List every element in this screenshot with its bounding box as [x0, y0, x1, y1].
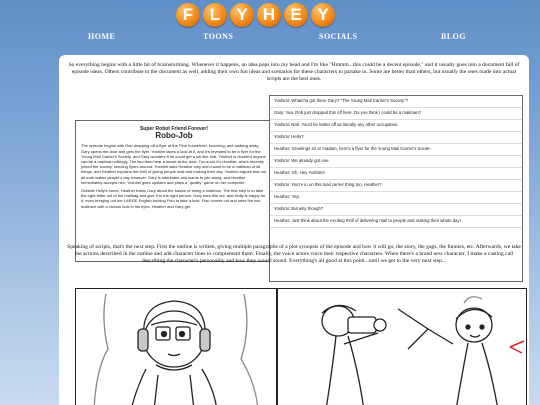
dialogue-line: Yoshimi: Nah. You'd be better off as literally any other occupation. — [270, 120, 522, 132]
content-panel — [59, 55, 529, 405]
script-outline-paragraph: The episode begins with Rob dropping off a flyer at the Pine household, knocking, and walking away. Gary opens the door and gets the flyer. Yoshimi takes a look at it, and it's revealed to be a flyer for the Young Mail Carrier's Society, and Gary wonders if he could get a job like that. Yoshimi is doubtful anyone can be a mailman willingly. The two then hear a knock at the door. Turns out it's Heather, who's recently joined the society, sending flyers around. Yoshimi asks Heather why she'd want to be a mailman of all things, and Heather explains the thrill of giving people mail and making their day. Yoshimi argues that not all mail makes people's day however. Gary is interested and wants to join along, and Heather immediately accepts him. Yoshimi goes upstairs and plays a "quality" game on her computer. — [81, 143, 267, 185]
nav-home[interactable]: HOME — [88, 32, 116, 41]
dialogue-line: Yoshimi: You're in on this mail carrier thing too, Heather? — [270, 180, 522, 192]
dialogue-line: Heather: Yep. — [270, 192, 522, 204]
logo-letter-l: L — [203, 3, 227, 27]
dialogue-line: Heather: Greetings sir or madam, here's a flyer for the Young Mail Carrier's Societ- — [270, 144, 522, 156]
logo-letter-f: F — [176, 3, 200, 27]
sketch-character-headphones — [76, 289, 276, 405]
dialogue-line: Yoshimi: We already got one. — [270, 156, 522, 168]
logo-letter-y2: Y — [311, 3, 335, 27]
sketch-characters-camera — [278, 289, 526, 405]
logo-letter-e: E — [284, 3, 308, 27]
logo-letter-h: H — [257, 3, 281, 27]
site-logo[interactable] — [176, 3, 335, 27]
storyboard-panel-right — [277, 288, 527, 405]
dialogue-line: Gary: Yea. Rob just dropped this off here. Do you think I could be a mailman? — [270, 108, 522, 120]
script-outline-image — [75, 120, 273, 262]
storyboard-panel-left — [75, 288, 277, 405]
script-outline-title: Robo-Job — [155, 131, 193, 141]
logo-letter-y: Y — [230, 3, 254, 27]
storyboard-strip — [59, 284, 529, 405]
nav-socials[interactable]: SOCIALS — [319, 32, 358, 41]
script-outline-heading: Super Robot Friend Forever! — [139, 126, 209, 132]
dialogue-line: Yoshimi: But why though? — [270, 204, 522, 216]
dialogue-line: Yoshimi: Whatcha got there Gary? "The Young Mail Carrier's Society"? — [270, 96, 522, 108]
dialogue-line: Heather: Just think about the exciting thrill of delivering mail to people and making their whole day! — [270, 216, 522, 228]
nav-toons[interactable]: TOONS — [203, 32, 234, 41]
nav-blog[interactable]: BLOG — [441, 32, 467, 41]
scripts-paragraph: Speaking of scripts, that's the next step. First the outline is written, giving multiple paragraphs of a plot synopsis of the episode and how it will go, the story, the gags, the funnies, etc. Afterwards, we take the actions described in the outline and add character lines to complement them. Finally, the voice actors voice their respective characters. When there's a brand new character, I make a casting call describing the character's personality and how they would sound. Everything's all good at this point...until we get to the very next step... — [67, 244, 521, 264]
intro-paragraph: So everything begins with a little bit of brainstorming. Whenever it happens, an idea pops into my head and I'm like "Hmmm...this could be a decent episode," and it usually goes into a document full of episode ideas. Others contribute to the document as well, adding their own fun ideas and scenarios for these characters to partake in. Some are better than others, but usually the ones made into actual scripts are the best ones. — [68, 62, 520, 82]
dialogue-line: Heather: Oh. Hey Yoshimi! — [270, 168, 522, 180]
dialogue-line: Yoshimi: Hello? — [270, 132, 522, 144]
script-outline-paragraph: Outside Holly's home, Heather trains Gary about the basics of being a mailman. The first step is to take the right letter out of the mailbag and give it to the right person. Gary tries this out, and Holly is happy for it, even bringing out her LARGE English bulldog Fido to take a look. Fido comes out and sees the two mailmen with a vicious look in his eyes. Heather and Gary get — [81, 188, 266, 209]
main-nav — [0, 32, 540, 46]
